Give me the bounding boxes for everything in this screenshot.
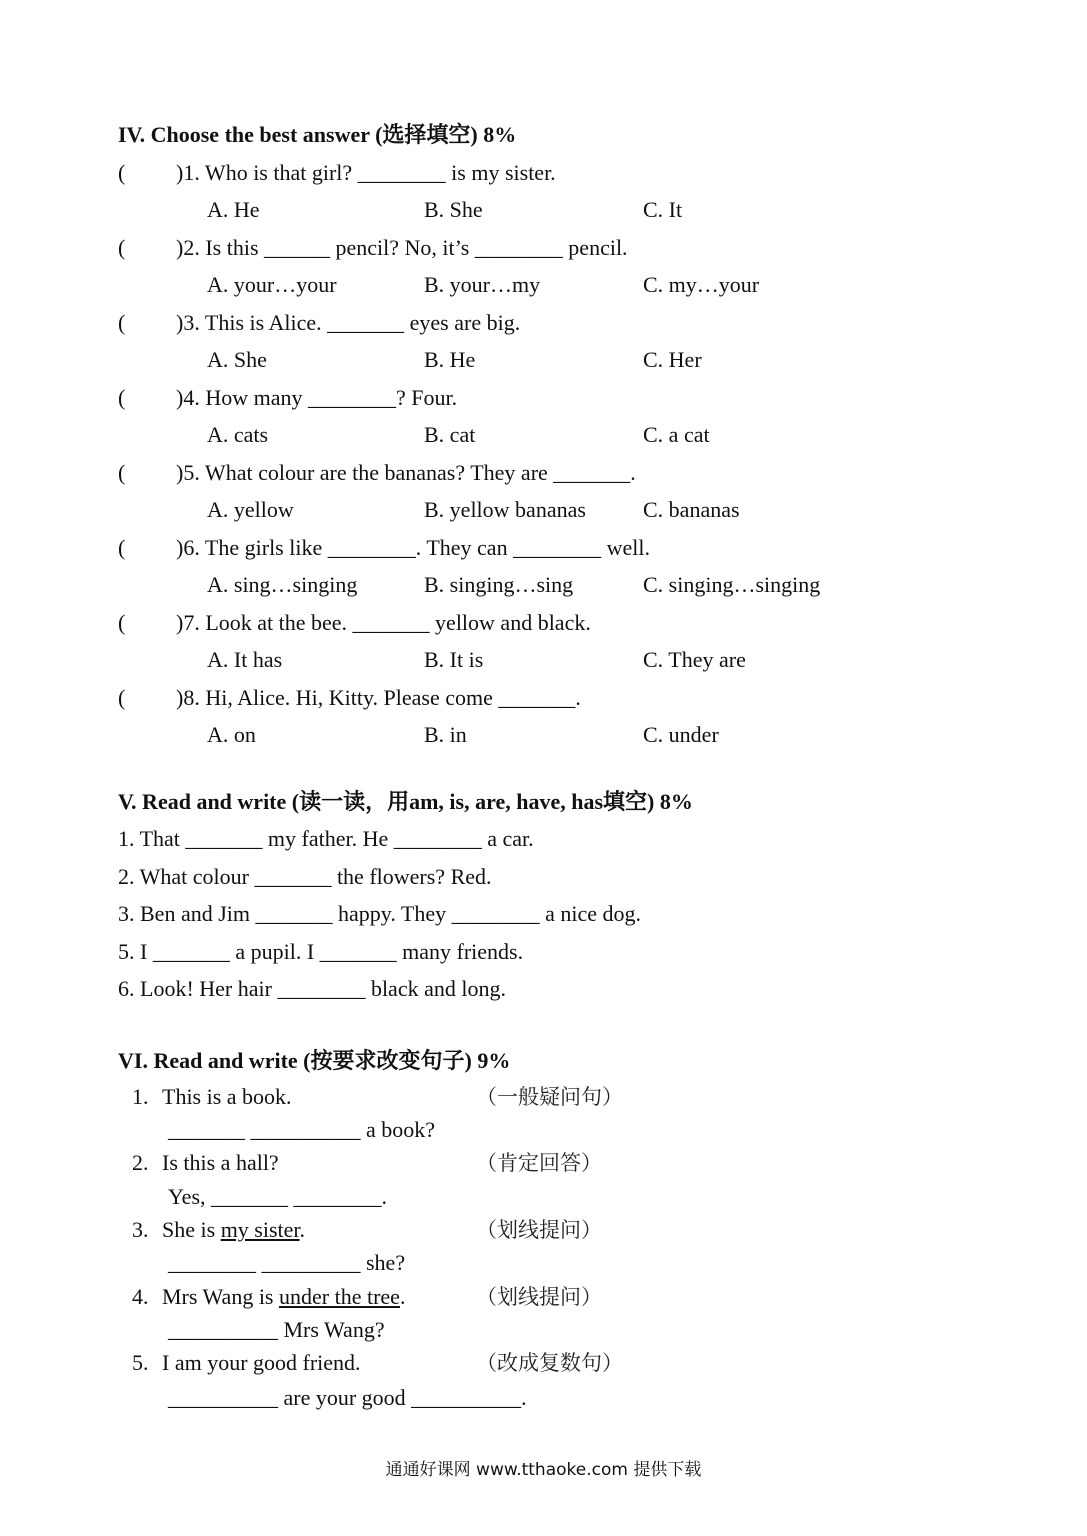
item-instruction: （肯定回答） — [476, 1151, 602, 1175]
item-sentence — [162, 1284, 405, 1310]
question-text: )6. The girls like ________. They can ________ well. — [176, 535, 650, 560]
section-5-item-3: 3. Ben and Jim _______ happy. They ________ a nice dog. — [118, 901, 642, 926]
answer-paren: ( — [118, 610, 126, 635]
answer-paren: ( — [118, 310, 126, 335]
option-a: A. your…your — [207, 272, 337, 297]
option-c: C. It — [643, 197, 683, 222]
section-5-item-4: 5. I _______ a pupil. I _______ many friends. — [118, 939, 524, 964]
sentence-end: . — [399, 1284, 406, 1309]
option-c: C. Her — [643, 347, 702, 372]
section-5-item-1: 1. That _______ my father. He ________ a car. — [118, 826, 534, 851]
answer-line: __________ Mrs Wang? — [168, 1317, 385, 1342]
option-c: C. They are — [643, 647, 746, 672]
answer-paren: ( — [118, 685, 126, 710]
option-a: A. on — [207, 722, 256, 747]
section-5-heading: V. Read and write (读一读，用am, is, are, have, has填空) 8% — [118, 789, 693, 814]
answer-paren: ( — [118, 160, 126, 185]
option-a: A. She — [207, 347, 267, 372]
sentence-start: Mrs Wang is — [162, 1284, 279, 1309]
option-c: C. my…your — [643, 272, 760, 297]
section-5-item-2: 2. What colour _______ the flowers? Red. — [118, 864, 492, 889]
question-text: )1. Who is that girl? ________ is my sister. — [176, 160, 556, 185]
option-c: C. under — [643, 722, 719, 747]
option-b: B. cat — [424, 422, 476, 447]
answer-paren: ( — [118, 235, 126, 260]
option-c: C. bananas — [643, 497, 740, 522]
option-b: B. your…my — [424, 272, 541, 297]
item-number: 1. — [132, 1084, 149, 1109]
item-sentence: Is this a hall? — [162, 1150, 279, 1175]
underlined-phrase: my sister — [220, 1217, 300, 1242]
item-sentence — [162, 1217, 305, 1243]
option-b: B. singing…sing — [424, 572, 574, 597]
section-4-heading: IV. Choose the best answer (选择填空) 8% — [118, 122, 517, 147]
page-footer: 通通好课网 www.tthaoke.com 提供下载 — [385, 1460, 702, 1480]
sentence-end: . — [299, 1217, 306, 1242]
option-b: B. He — [424, 347, 476, 372]
answer-line: _______ __________ a book? — [168, 1117, 436, 1142]
section-6-heading: VI. Read and write (按要求改变句子) 9% — [118, 1048, 511, 1073]
question-text: )4. How many ________? Four. — [176, 385, 458, 410]
option-b: B. in — [424, 722, 467, 747]
item-number: 5. — [132, 1350, 149, 1375]
option-c: C. a cat — [643, 422, 710, 447]
item-instruction: （划线提问） — [476, 1285, 602, 1309]
option-a: A. He — [207, 197, 260, 222]
option-c: C. singing…singing — [643, 572, 821, 597]
question-text: )2. Is this ______ pencil? No, it’s ________ pencil. — [176, 235, 628, 260]
item-instruction: （划线提问） — [476, 1218, 602, 1242]
question-text: )5. What colour are the bananas? They are _______. — [176, 460, 636, 485]
option-a: A. sing…singing — [207, 572, 358, 597]
item-sentence: I am your good friend. — [162, 1350, 361, 1375]
answer-paren: ( — [118, 460, 126, 485]
option-b: B. She — [424, 197, 483, 222]
item-number: 2. — [132, 1150, 149, 1175]
section-5-item-5: 6. Look! Her hair ________ black and long. — [118, 976, 506, 1001]
item-number: 3. — [132, 1217, 149, 1242]
item-sentence: This is a book. — [162, 1084, 292, 1109]
answer-paren: ( — [118, 385, 126, 410]
item-instruction: （一般疑问句） — [476, 1085, 623, 1109]
answer-line: __________ are your good __________. — [168, 1385, 527, 1410]
answer-line: ________ _________ she? — [168, 1250, 406, 1275]
underlined-phrase: under the tree — [279, 1284, 400, 1309]
item-instruction: （改成复数句） — [476, 1351, 623, 1375]
question-text: )7. Look at the bee. _______ yellow and black. — [176, 610, 591, 635]
sentence-start: She is — [162, 1217, 221, 1242]
option-b: B. It is — [424, 647, 484, 672]
option-a: A. yellow — [207, 497, 294, 522]
option-b: B. yellow bananas — [424, 497, 586, 522]
option-a: A. cats — [207, 422, 269, 447]
question-text: )3. This is Alice. _______ eyes are big. — [176, 310, 521, 335]
answer-paren: ( — [118, 535, 126, 560]
item-number: 4. — [132, 1284, 149, 1309]
answer-line: Yes, _______ ________. — [168, 1184, 388, 1209]
option-a: A. It has — [207, 647, 283, 672]
question-text: )8. Hi, Alice. Hi, Kitty. Please come _______. — [176, 685, 581, 710]
